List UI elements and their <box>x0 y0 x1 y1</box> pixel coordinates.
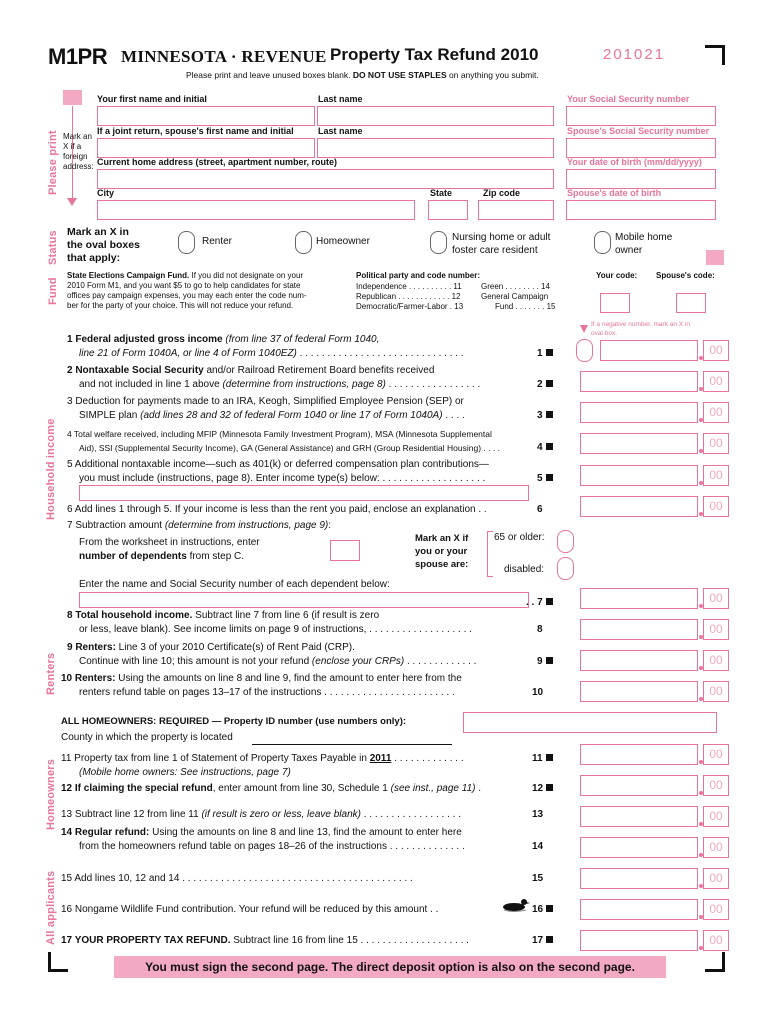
print-instructions: Please print and leave unused boxes blank. DO NOT USE STAPLES on anything you submit. <box>186 70 539 80</box>
zip-label: Zip code <box>483 188 521 198</box>
line-17-amount[interactable] <box>580 930 698 951</box>
party-list-right: Green . . . . . . . . 14 General Campaign Fund . . . . . . . 15 <box>481 282 556 311</box>
line-5-number: 5 <box>537 472 553 486</box>
spouse-code-field[interactable] <box>676 293 706 313</box>
line-10-cents[interactable]: 00 <box>703 681 729 702</box>
line-1-amount[interactable] <box>600 340 698 361</box>
line-8-text-b: or less, leave blank). See income limits on page 9 of instructions, . . . . . . . . . . . . . . . . . . . <box>79 624 472 635</box>
line-16-text: 16 Nongame Wildlife Fund contribution. Your refund will be reduced by this amount . . <box>61 904 439 915</box>
line-16-number: 16 <box>532 903 553 917</box>
dependents-instruction: Enter the name and Social Security number of each dependent below: <box>79 579 390 590</box>
side-label-homeowners: Homeowners <box>45 758 57 830</box>
homeowner-oval[interactable] <box>295 231 312 254</box>
line-3-cents[interactable]: 00 <box>703 402 729 423</box>
your-code-label: Your code: <box>596 271 638 280</box>
line-2-text-b: and not included in line 1 above (determine from instructions, page 8) . . . . . . . . . . . . . . . . . <box>79 379 481 390</box>
form-id: M1PR <box>48 44 108 69</box>
line-15-amount[interactable] <box>580 868 698 889</box>
line-11-text-b: (Mobile home owners: See instructions, page 7) <box>79 767 291 778</box>
side-label-fund: Fund <box>47 277 59 305</box>
registration-mark-bottom-right <box>705 952 725 972</box>
mobile-home-oval[interactable] <box>594 231 611 254</box>
line-5-amount[interactable] <box>580 465 698 486</box>
state-label: State <box>430 188 453 198</box>
spouse-code-label: Spouse's code: <box>656 271 715 280</box>
line-7-number: . . 7 <box>526 596 553 610</box>
form-title: Property Tax Refund 2010 <box>330 45 539 64</box>
registration-mark-top-right <box>705 45 725 65</box>
ssn-label: Your Social Security number <box>567 94 690 104</box>
side-label-renters: Renters <box>45 652 57 695</box>
line-13-amount[interactable] <box>580 806 698 827</box>
spouse-first-name-field[interactable] <box>97 138 315 158</box>
dependents-count-field[interactable] <box>330 540 360 561</box>
line-5-text-b: you must include (instructions, page 8). Enter income type(s) below: . . . . . . . . . . . . . . . . . . . <box>79 473 486 484</box>
line-9-cents[interactable]: 00 <box>703 650 729 671</box>
foreign-address-note: Mark an X if a foreign address: <box>63 132 94 171</box>
line-3-text-b: SIMPLE plan (add lines 28 and 32 of federal Form 1040 or line 17 of Form 1040A) . . . . <box>79 410 465 421</box>
line-6-cents[interactable]: 00 <box>703 496 729 517</box>
property-id-field[interactable] <box>463 712 717 733</box>
registration-mark-bottom-left <box>48 952 68 972</box>
your-code-field[interactable] <box>600 293 630 313</box>
age-65-label: 65 or older: <box>494 532 545 543</box>
line-11-text-a: 11 Property tax from line 1 of Statement of Property Taxes Payable in 2011 . . . . . . . . . . . . . <box>61 753 464 764</box>
line-13-text: 13 Subtract line 12 from line 11 (if result is zero or less, leave blank) . . . . . . . . . . . . . . . . . . <box>61 809 461 820</box>
last-name-label: Last name <box>318 94 363 104</box>
line-4-text-a: 4 Total welfare received, including MFIP (Minnesota Family Investment Program), MSA (Minnesota Supplemental <box>67 429 492 439</box>
line-17-number: 17 <box>532 934 553 948</box>
line-1-number: 1 <box>537 347 553 361</box>
line-14-number: 14 <box>532 841 544 852</box>
line-1-negative-oval[interactable] <box>576 339 593 362</box>
line-3-text-a: 3 Deduction for payments made to an IRA, Keogh, Simplified Employee Pension (SEP) or <box>67 396 464 407</box>
line-7-cents[interactable]: 00 <box>703 588 729 609</box>
county-field[interactable] <box>252 744 452 745</box>
first-name-field[interactable] <box>97 106 315 126</box>
line-13-number: 13 <box>532 809 544 820</box>
line-1-text-b: line 21 of Form 1040A, or line 4 of Form 1040EZ) . . . . . . . . . . . . . . . . . . . . . . . . . . . . . . <box>79 348 464 359</box>
spouse-dob-field[interactable] <box>566 200 716 220</box>
renter-label: Renter <box>202 236 233 247</box>
line-8-text-a: 8 Total household income. Subtract line 7 from line 6 (if result is zero <box>67 610 380 621</box>
agency-logo: MINNESOTA · REVENUE <box>121 47 327 66</box>
line-9-text-a: 9 Renters: Line 3 of your 2010 Certificate(s) of Rent Paid (CRP). <box>67 642 355 653</box>
line-8-amount[interactable] <box>580 619 698 640</box>
line-15-text: 15 Add lines 10, 12 and 14 . . . . . . . . . . . . . . . . . . . . . . . . . . . . . . . . . . . . . . . . . . <box>61 873 413 884</box>
line-2-number: 2 <box>537 378 553 392</box>
negative-number-note: If a negative number, mark an X in oval box. <box>591 321 690 337</box>
line-7-amount[interactable] <box>580 588 698 609</box>
disabled-oval[interactable] <box>557 557 574 580</box>
zip-field[interactable] <box>478 200 554 220</box>
line-4-cents[interactable]: 00 <box>703 433 729 454</box>
line-12-amount[interactable] <box>580 775 698 796</box>
line-8-number: 8 <box>537 624 543 635</box>
line-3-amount[interactable] <box>580 402 698 423</box>
county-label: County in which the property is located <box>61 732 233 743</box>
homeowner-label: Homeowner <box>316 236 370 247</box>
loon-icon <box>500 896 530 912</box>
line-4-amount[interactable] <box>580 433 698 454</box>
dob-field[interactable] <box>566 169 716 189</box>
nursing-home-label: Nursing home or adult foster care resident <box>452 232 551 256</box>
side-label-please-print: Please print <box>47 130 59 195</box>
line-2-amount[interactable] <box>580 371 698 392</box>
party-heading: Political party and code number: <box>356 271 481 280</box>
renter-oval[interactable] <box>178 231 195 254</box>
line-7-mark-prompt: Mark an X if you or your spouse are: <box>415 533 469 570</box>
line-2-text-a: 2 Nontaxable Social Security and/or Railroad Retirement Board benefits received <box>67 365 435 376</box>
line-7-text-b: From the worksheet in instructions, enter <box>79 537 260 548</box>
line-10-amount[interactable] <box>580 681 698 702</box>
line-14-amount[interactable] <box>580 837 698 858</box>
line-6-amount[interactable] <box>580 496 698 517</box>
ssn-field[interactable] <box>566 106 716 126</box>
line-16-amount[interactable] <box>580 899 698 920</box>
spouse-dob-label: Spouse's date of birth <box>567 188 662 198</box>
nursing-home-oval[interactable] <box>430 231 447 254</box>
first-name-label: Your first name and initial <box>97 94 207 104</box>
line-8-cents[interactable]: 00 <box>703 619 729 640</box>
status-corner-box <box>706 250 724 265</box>
triangle-down-icon <box>580 325 588 333</box>
spouse-ssn-label: Spouse's Social Security number <box>567 126 710 136</box>
line-14-text-a: 14 Regular refund: Using the amounts on line 8 and line 13, find the amount to enter here <box>61 827 462 838</box>
address-label: Current home address (street, apartment number, route) <box>97 157 338 167</box>
line-17-cents[interactable]: 00 <box>703 930 729 951</box>
line-4-number: 4 <box>537 441 553 455</box>
status-prompt: Mark an X in the oval boxes that apply: <box>67 226 140 264</box>
spouse-first-name-label: If a joint return, spouse's first name and initial <box>97 126 294 136</box>
line-7-text-c: number of dependents from step C. <box>79 551 245 562</box>
line-7-text-a: 7 Subtraction amount (determine from instructions, page 9): <box>67 520 332 531</box>
last-name-field[interactable] <box>317 106 554 126</box>
line-9-number: 9 <box>537 655 553 669</box>
line-2-cents[interactable]: 00 <box>703 371 729 392</box>
property-id-label: ALL HOMEOWNERS: REQUIRED — Property ID number (use numbers only): <box>61 716 407 727</box>
line-17-text: 17 YOUR PROPERTY TAX REFUND. Subtract line 16 from line 15 . . . . . . . . . . . . . . . . . . . . <box>61 935 469 946</box>
side-label-status: Status <box>47 230 59 265</box>
line-12-number: 12 <box>532 782 553 796</box>
address-field[interactable] <box>97 169 554 189</box>
line-13-cents[interactable]: 00 <box>703 806 729 827</box>
line-14-cents[interactable]: 00 <box>703 837 729 858</box>
line-3-number: 3 <box>537 409 553 423</box>
line-14-text-b: from the homeowners refund table on pages 18–26 of the instructions . . . . . . . . . . . . . . <box>79 841 465 852</box>
line-15-number: 15 <box>532 873 544 884</box>
line-12-text: 12 If claiming the special refund, enter amount from line 30, Schedule 1 (see inst., page 11) . <box>61 783 482 794</box>
line-1-text-a: 1 Federal adjusted gross income (from line 37 of federal Form 1040, <box>67 334 380 345</box>
side-label-household-income: Household income <box>45 418 57 520</box>
line-11-number: 11 <box>532 752 553 766</box>
spouse-ssn-field[interactable] <box>566 138 716 158</box>
line-11-cents[interactable]: 00 <box>703 744 729 765</box>
line-10-number: 10 <box>532 687 544 698</box>
line-5-text-a: 5 Additional nontaxable income—such as 401(k) or deferred compensation plan contributions— <box>67 459 489 470</box>
line-12-cents[interactable]: 00 <box>703 775 729 796</box>
disabled-label: disabled: <box>504 564 545 575</box>
spouse-last-name-label: Last name <box>318 126 363 136</box>
city-field[interactable] <box>97 200 415 220</box>
line-5-cents[interactable]: 00 <box>703 465 729 486</box>
arrow-head-icon <box>67 198 77 206</box>
foreign-address-checkbox[interactable] <box>63 90 82 105</box>
line-5-income-type-field[interactable] <box>79 485 529 501</box>
line-10-text-b: renters refund table on pages 13–17 of the instructions . . . . . . . . . . . . . . . . . . . . . . . . <box>79 687 455 698</box>
line-9-amount[interactable] <box>580 650 698 671</box>
line-10-text-a: 10 Renters: Using the amounts on line 8 and line 9, find the amount to enter here from the <box>61 673 462 684</box>
line-11-amount[interactable] <box>580 744 698 765</box>
footer-text: You must sign the second page. The direct deposit option is also on the second page. <box>145 960 635 974</box>
party-list-left: Independence . . . . . . . . . . 11 Republican . . . . . . . . . . . . 12 Democratic/Farmer-Labor . 13 <box>356 282 464 311</box>
line-1-cents[interactable]: 00 <box>703 340 729 361</box>
side-label-all-applicants: All applicants <box>45 870 57 945</box>
campaign-fund-text: State Elections Campaign Fund. If you did not designate on your 2010 Form M1, and you want $5 to go to help candidates for state offices pay campaign expenses, you may each enter the code num- ber for the party of your choice. This will not reduce your refund. <box>67 271 307 310</box>
line-6-number: 6 <box>537 504 543 515</box>
dob-label: Your date of birth (mm/dd/yyyy) <box>567 157 702 167</box>
form-number: 201021 <box>603 46 666 63</box>
age-disabled-bracket <box>487 531 493 577</box>
spouse-last-name-field[interactable] <box>317 138 554 158</box>
line-6-text: 6 Add lines 1 through 5. If your income is less than the rent you paid, enclose an explanation . . <box>67 504 487 515</box>
line-15-cents[interactable]: 00 <box>703 868 729 889</box>
age-65-oval[interactable] <box>557 530 574 553</box>
state-field[interactable] <box>428 200 468 220</box>
dependents-names-field[interactable] <box>79 592 529 608</box>
city-label: City <box>97 188 115 198</box>
line-16-cents[interactable]: 00 <box>703 899 729 920</box>
mobile-home-label: Mobile home owner <box>615 232 673 256</box>
line-4-text-b: Aid), SSI (Supplemental Security Income), GA (General Assistance) and GRH (Group Residential Housing) . . . . <box>79 443 500 453</box>
line-9-text-b: Continue with line 10; this amount is not your refund (enclose your CRPs) . . . . . . . . . . . . . <box>79 656 477 667</box>
